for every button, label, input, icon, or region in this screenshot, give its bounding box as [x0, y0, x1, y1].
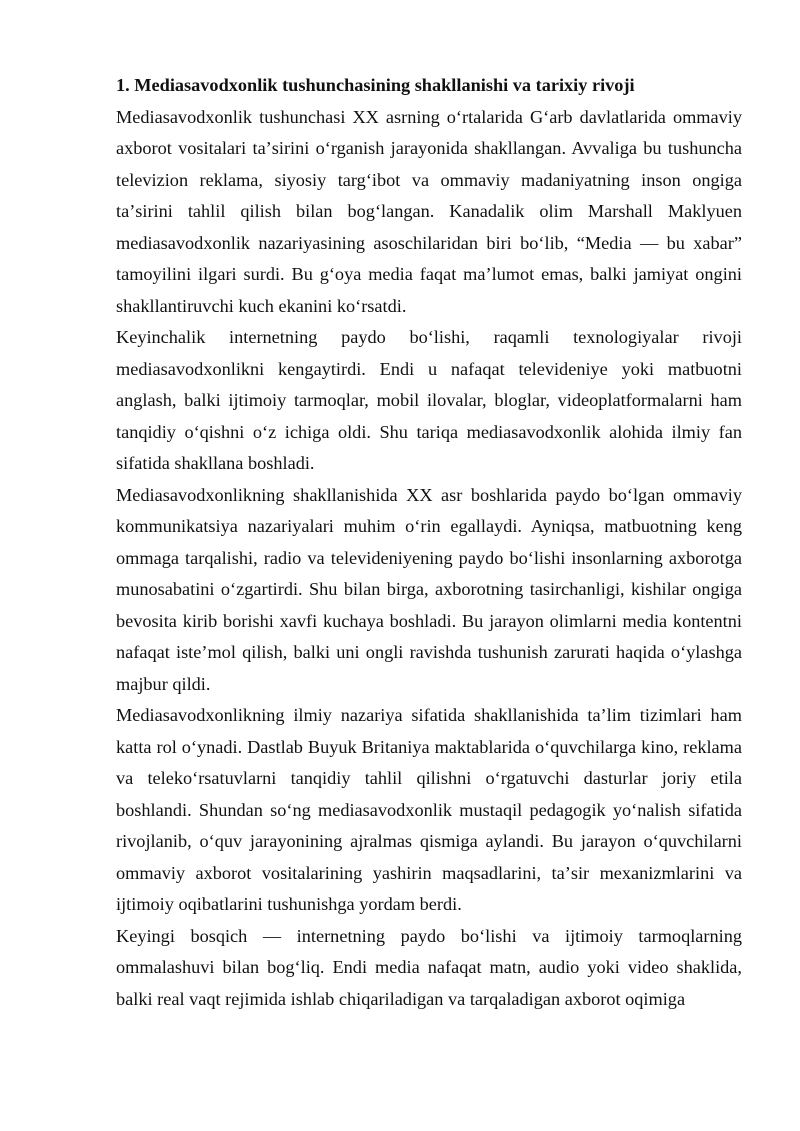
paragraph-origin: Mediasavodxonlik tushunchasi XX asrning oʻrtalarida Gʻarb davlatlarida ommaviy axborot vositalari taʼsirini oʻrganish jarayonida shakllangan. Avvaliga bu tushuncha televizion reklama, siyosiy targʻibot va ommaviy madaniyatning inson ongiga taʼsirini tahlil qilish bilan bogʻlangan. Kanadalik olim Marshall Maklyuen mediasavodxonlik nazariyasining asoschilaridan biri boʻlib, “Media — bu xabar” tamoyilini ilgari surdi. Bu gʻoya media faqat maʼlumot emas, balki jamiyat ongini shakllantiruvchi kuch ekanini koʻrsatdi.: [116, 106, 742, 316]
document-body: [116, 70, 742, 1015]
section-heading: 1. Mediasavodxonlik tushunchasining shakllanishi va tarixiy rivoji: [116, 75, 635, 95]
paragraph-education-systems: Mediasavodxonlikning ilmiy nazariya sifatida shakllanishida taʼlim tizimlari ham katta rol oʻynadi. Dastlab Buyuk Britaniya maktablarida oʻquvchilarga kino, reklama va telekoʻrsatuvlarni tanqidiy tahlil qilishni oʻrgatuvchi dasturlar joriy etila boshlandi. Shundan soʻng mediasavodxonlik mustaqil pedagogik yoʻnalish sifatida rivojlanib, oʻquv jarayonining ajralmas qismiga aylandi. Bu jarayon oʻquvchilarni ommaviy axborot vositalarining yashirin maqsadlarini, taʼsir mexanizmlarini va ijtimoiy oqibatlarini tushunishga yordam berdi.: [116, 705, 742, 914]
paragraph-mass-communication: Mediasavodxonlikning shakllanishida XX asr boshlarida paydo boʻlgan ommaviy kommunikatsiya nazariyalari muhim oʻrin egallaydi. Ayniqsa, matbuotning keng ommaga tarqalishi, radio va televideniyening paydo boʻlishi insonlarning axborotga munosabatini oʻzgartirdi. Shu bilan birga, axborotning tasirchanligi, kishilar ongiga bevosita kirib borishi xavfi kuchaya boshladi. Bu jarayon olimlarni media kontentni nafaqat isteʼmol qilish, balki uni ongli ravishda tushunish zarurati haqida oʻylashga majbur qildi.: [116, 484, 742, 694]
paragraph-internet-expansion: Keyinchalik internetning paydo boʻlishi, raqamli texnologiyalar rivoji mediasavodxonlikni kengaytirdi. Endi u nafaqat televideniye yoki matbuotni anglash, balki ijtimoiy tarmoqlar, mobil ilovalar, bloglar, videoplatformalarni ham tanqidiy oʻqishni oʻz ichiga oldi. Shu tariqa mediasavodxonlik alohida ilmiy fan sifatida shakllana boshladi.: [116, 327, 742, 473]
paragraph-next-stage: Keyingi bosqich — internetning paydo boʻlishi va ijtimoiy tarmoqlarning ommalashuvi bilan bogʻliq. Endi media nafaqat matn, audio yoki video shaklida, balki real vaqt rejimida ishlab chiqariladigan va tarqaladigan axborot oqimiga: [116, 925, 742, 1009]
